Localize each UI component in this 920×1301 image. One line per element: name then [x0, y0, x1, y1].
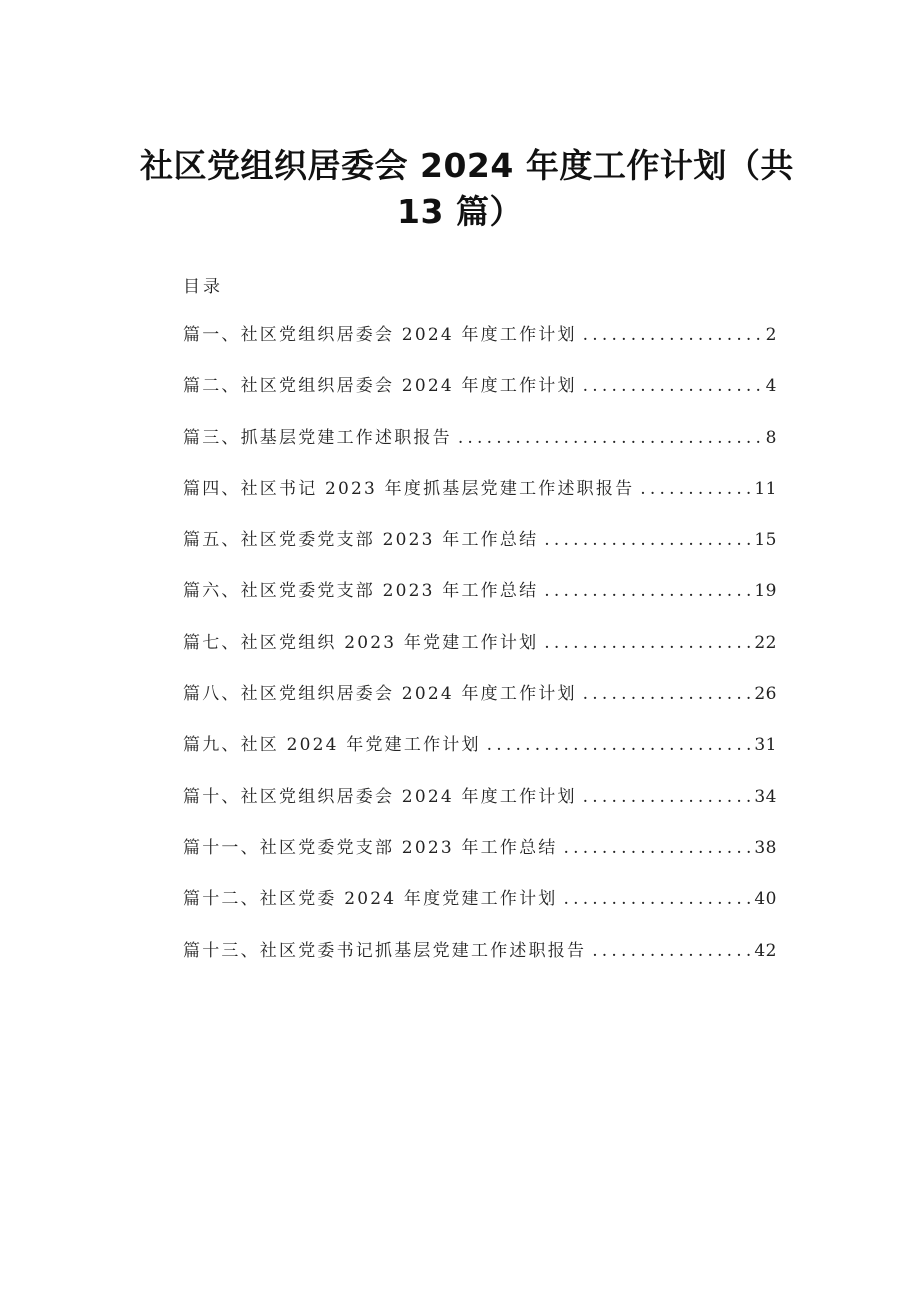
toc-entry-5[interactable] — [183, 525, 777, 576]
toc-entry-title: 篇十二、社区党委 2024 年度党建工作计划 — [183, 889, 558, 910]
toc-heading: 目录 — [183, 277, 223, 297]
toc-dot-leader — [458, 428, 762, 448]
toc-dot-leader — [583, 684, 751, 704]
toc-entry-title: 篇三、抓基层党建工作述职报告 — [183, 427, 452, 448]
toc-entry-title: 篇十三、社区党委书记抓基层党建工作述职报告 — [183, 940, 587, 961]
toc-entry-title: 篇九、社区 2024 年党建工作计划 — [183, 735, 481, 756]
toc-dot-leader — [592, 941, 750, 961]
toc-entry-11[interactable] — [183, 833, 777, 884]
toc-entry-page: 22 — [754, 632, 777, 653]
toc-entry-4[interactable] — [183, 474, 777, 525]
toc-entry-8[interactable] — [183, 679, 777, 730]
toc-entry-13[interactable] — [183, 936, 777, 987]
toc-entry-page: 15 — [754, 530, 777, 551]
toc-entry-page: 19 — [754, 581, 777, 602]
toc-entry-title: 篇十、社区党组织居委会 2024 年度工作计划 — [183, 786, 577, 807]
toc-entry-7[interactable] — [183, 628, 777, 679]
toc-entry-page: 8 — [765, 427, 777, 448]
toc-entry-title: 篇一、社区党组织居委会 2024 年度工作计划 — [183, 325, 577, 345]
toc-dot-leader — [563, 838, 750, 858]
toc-entry-page: 38 — [754, 837, 777, 858]
toc-dot-leader — [544, 633, 750, 653]
toc-dot-leader — [487, 735, 751, 755]
toc-dot-leader — [544, 581, 750, 601]
toc-entry-page: 2 — [765, 325, 777, 345]
toc-entry-page: 4 — [765, 376, 777, 397]
toc-entry-10[interactable] — [183, 782, 777, 833]
toc-entry-title: 篇十一、社区党委党支部 2023 年工作总结 — [183, 837, 558, 858]
toc-entry-3[interactable] — [183, 423, 777, 474]
toc-entry-page: 26 — [754, 684, 777, 705]
table-of-contents — [183, 320, 777, 987]
toc-dot-leader — [583, 376, 762, 396]
toc-entry-title: 篇八、社区党组织居委会 2024 年度工作计划 — [183, 684, 577, 705]
toc-entry-page: 42 — [754, 940, 777, 961]
toc-entry-page: 40 — [754, 889, 777, 910]
toc-entry-2[interactable] — [183, 371, 777, 422]
toc-entry-6[interactable] — [183, 576, 777, 627]
document-title-line-1: 社区党组织居委会 2024 年度工作计划（共 — [140, 146, 794, 185]
toc-dot-leader — [563, 889, 750, 909]
document-title-line-2: 13 篇） — [397, 192, 523, 231]
toc-entry-1[interactable] — [183, 320, 777, 371]
toc-entry-page: 31 — [754, 735, 777, 756]
toc-entry-title: 篇二、社区党组织居委会 2024 年度工作计划 — [183, 376, 577, 397]
toc-entry-9[interactable] — [183, 730, 777, 781]
toc-entry-title: 篇六、社区党委党支部 2023 年工作总结 — [183, 581, 539, 602]
toc-dot-leader — [583, 787, 751, 807]
toc-entry-page: 34 — [754, 786, 777, 807]
toc-entry-page: 11 — [754, 478, 777, 499]
toc-dot-leader — [583, 325, 762, 345]
toc-entry-title: 篇七、社区党组织 2023 年党建工作计划 — [183, 632, 539, 653]
toc-dot-leader — [640, 479, 750, 499]
toc-dot-leader — [544, 530, 750, 550]
toc-entry-title: 篇四、社区书记 2023 年度抓基层党建工作述职报告 — [183, 478, 635, 499]
toc-entry-12[interactable] — [183, 884, 777, 935]
toc-entry-title: 篇五、社区党委党支部 2023 年工作总结 — [183, 530, 539, 551]
